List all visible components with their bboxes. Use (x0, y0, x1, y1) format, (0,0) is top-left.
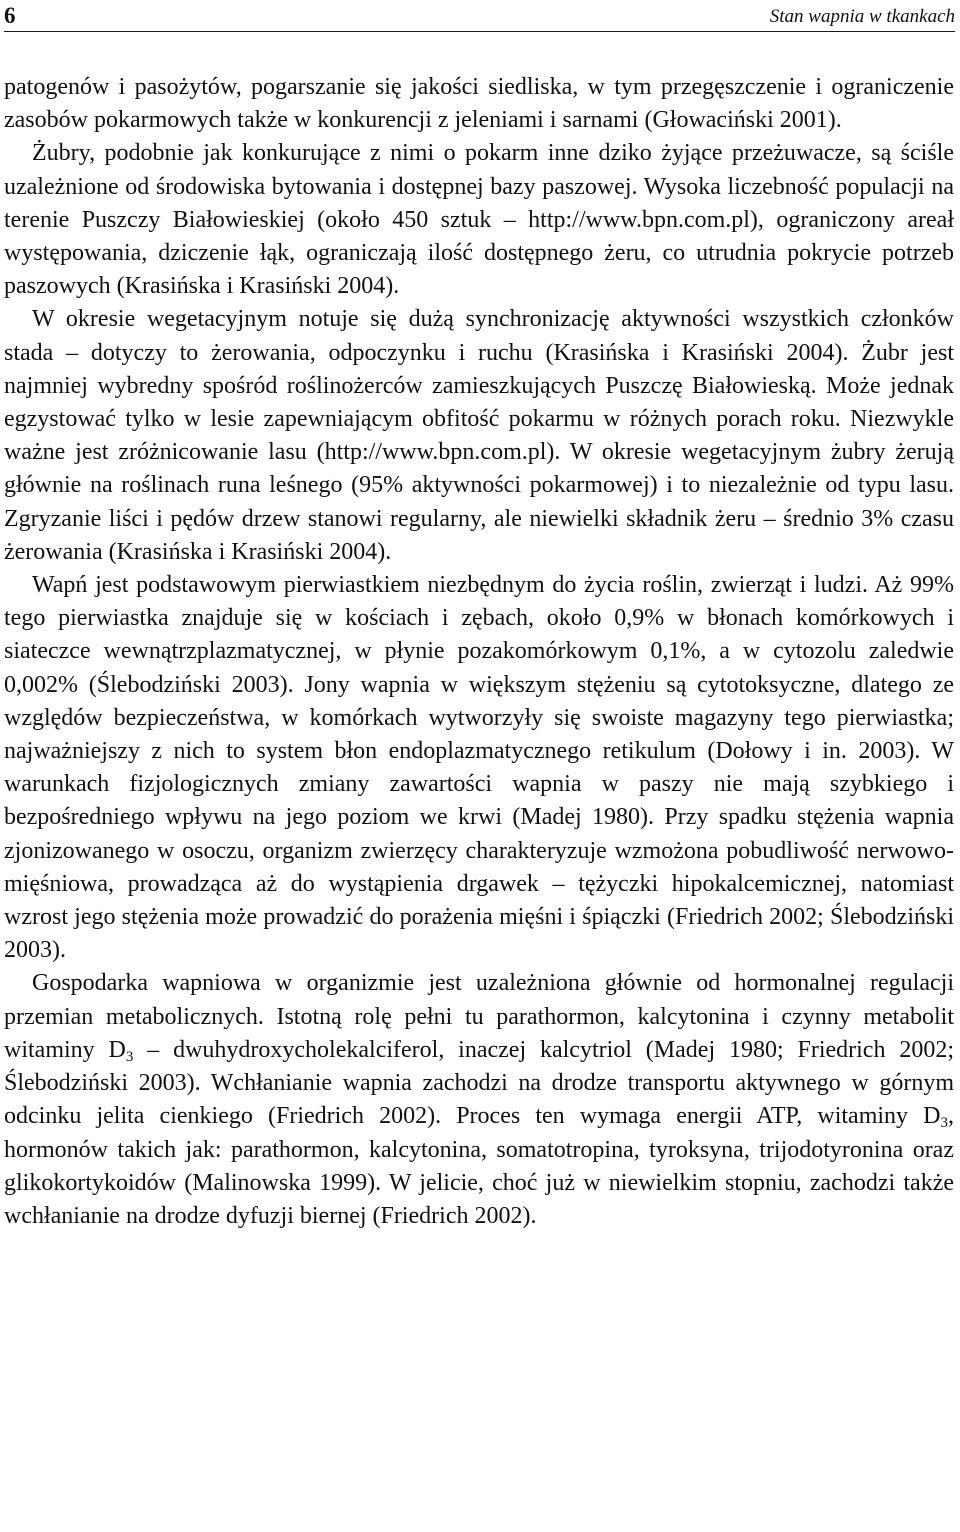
paragraph-5 (4, 967, 954, 1233)
paragraph-4: Wapń jest podstawowym pierwiastkiem niezbędnym do życia roślin, zwierząt i ludzi. Aż 99% tego pierwiastka znajduje się w kościach i zębach, około 0,9% w błonach komórkowych i siateczce wewnątrzplazmatycznej, w płynie pozakomórkowym 0,1%, a w cytozolu zaledwie 0,002% (Ślebodziński 2003). Jony wapnia w większym stężeniu są cytotoksyczne, dlatego ze względów bezpieczeństwa, w komórkach wytworzyły się swoiste magazyny tego pierwiastka; najważniejszy z nich to system błon endoplazmatycznego retikulum (Dołowy i in. 2003). W warunkach fizjologicznych zmiany zawartości wapnia w paszy nie mają szybkiego i bezpośredniego wpływu na jego poziom we krwi (Madej 1980). Przy spadku stężenia wapnia zjonizowanego w osoczu, organizm zwierzęcy charakteryzuje wzmożona pobudliwość nerwowo-mięśniowa, prowadząca aż do wystąpienia drgawek – tężyczki hipokalcemicznej, natomiast wzrost jego stężenia może prowadzić do porażenia mięśni i śpiączki (Friedrich 2002; Ślebodziński 2003). (4, 572, 954, 964)
body-text (4, 71, 954, 1233)
paragraph-3: W okresie wegetacyjnym notuje się dużą synchronizację aktywności wszystkich członków stada – dotyczy to żerowania, odpoczynku i ruchu (Krasińska i Krasiński 2004). Żubr jest najmniej wybredny spośród roślinożerców zamieszkujących Puszczę Białowieską. Może jednak egzystować tylko w lesie zapewniającym obfitość pokarmu w różnych porach roku. Niezwykle ważne jest zróżnicowanie lasu (http://www.bpn.com.pl). W okresie wegetacyjnym żubry żerują głównie na roślinach runa leśnego (95% aktywności pokarmowej) i to niezależnie od typu lasu. Zgryzanie liści i pędów drzew stanowi regularny, ale niewielki składnik żeru – średnio 3% czasu żerowania (Krasińska i Krasiński 2004). (4, 306, 954, 565)
paragraph-5-text-3: , hormonów takich jak: parathormon, kalcytonina, somatotropina, tyroksyna, trijodotyronina oraz glikokortykoidów (Malinowska 1999). W jelicie, choć już w niewielkim stopniu, zachodzi także wchłanianie na drodze dyfuzji biernej (Friedrich 2002). (4, 1103, 954, 1229)
running-header (4, 2, 955, 32)
vitamin-d-subscript-1: 3 (125, 1048, 134, 1065)
running-title: Stan wapnia w tkankach (769, 6, 955, 27)
paragraph-1: patogenów i pasożytów, pogarszanie się jakości siedliska, w tym przegęszczenie i ograniczenie zasobów pokarmowych także w konkurencji z jeleniami i sarnami (Głowaciński 2001). (4, 74, 954, 134)
paragraph-5-text-1: Gospodarka wapniowa w organizmie jest uzależniona głównie od hormonalnej regulacji przemian metabolicznych. Istotną rolę pełni tu parathormon, kalcytonina i czynny metabolit witaminy D (4, 970, 954, 1063)
page-number: 6 (4, 3, 16, 28)
paragraph-5-text-2: – dwuhydroxycholekalciferol, inaczej kalcytriol (Madej 1980; Friedrich 2002; Ślebodziński 2003). Wchłanianie wapnia zachodzi na drodze transportu aktywnego w górnym odcinku jelita cienkiego (Friedrich 2002). Proces ten wymaga energii ATP, witaminy D (4, 1036, 954, 1130)
vitamin-d-subscript-2: 3 (940, 1115, 948, 1132)
paragraph-2: Żubry, podobnie jak konkurujące z nimi o pokarm inne dziko żyjące przeżuwacze, są ściśle uzależnione od środowiska bytowania i dostępnej bazy paszowej. Wysoka liczebność populacji na terenie Puszczy Białowieskiej (około 450 sztuk – http://www.bpn.com.pl), ograniczony areał występowania, dziczenie łąk, ograniczają ilość dostępnego żeru, co utrudnia pokrycie potrzeb paszowych (Krasińska i Krasiński 2004). (4, 140, 954, 300)
